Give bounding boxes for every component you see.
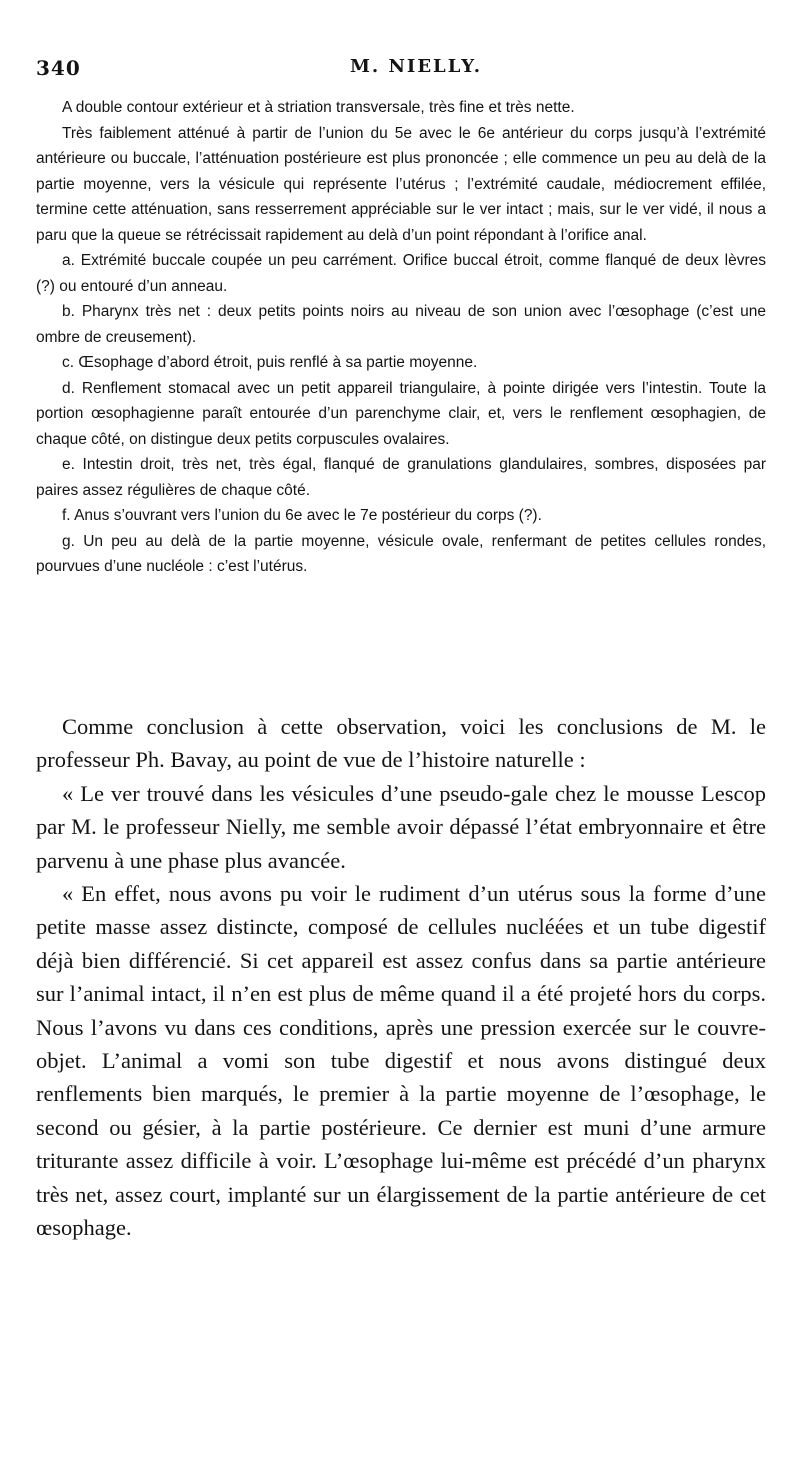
page-number: 340 (36, 56, 81, 80)
note-item-d: d. Renflement stomacal avec un petit appareil triangulaire, à pointe dirigée vers l’intestin. Toute la portion œsophagienne paraît entourée d’un parenchyme clair, et, vers le renflement œsophagien, de chaque côté, on distingue deux petits corpuscules ovalaires. (36, 379, 766, 448)
note-item-b: b. Pharynx très net : deux petits points noirs au niveau de son union avec l’œsophage (c’est une ombre de creusement). (36, 303, 766, 346)
note-item-g: g. Un peu au delà de la partie moyenne, vésicule ovale, renfermant de petites cellules rondes, pourvues d’une nucléole : c’est l’utérus. (36, 532, 766, 575)
note-item-f: f. Anus s’ouvrant vers l’union du 6e avec le 7e postérieur du corps (?). (62, 507, 542, 524)
note-paragraph: A double contour extérieur et à striation transversale, très fine et très nette. (62, 99, 575, 116)
observation-notes (36, 95, 766, 580)
note-item-a: a. Extrémité buccale coupée un peu carrément. Orifice buccal étroit, comme flanqué de deux lèvres (?) ou entouré d’un anneau. (36, 252, 766, 295)
body-paragraph: « Le ver trouvé dans les vésicules d’une pseudo-gale chez le mousse Lescop par M. le professeur Nielly, me semble avoir dépassé l’état embryonnaire et être parvenu à une phase plus avancée. (36, 780, 766, 873)
body-paragraph: « En effet, nous avons pu voir le rudiment d’un utérus sous la forme d’une petite masse assez distincte, composé de cellules nucléées et un tube digestif déjà bien différencié. Si cet appareil est assez confus dans sa partie antérieure sur l’animal intact, il n’en est plus de même quand il a été projeté hors du corps. Nous l’avons vu dans ces conditions, après une pression exercée sur le couvre-objet. L’animal a vomi son tube digestif et nous avons distingué deux renflements bien marqués, le premier à la partie moyenne de l’œsophage, le second ou gésier, à la partie postérieure. Ce dernier est muni d’une armure triturante assez difficile à voir. L’œsophage lui-même est précédé d’un pharynx très net, assez court, implanté sur un élargissement de la partie antérieure de cet œsophage. (36, 881, 766, 1241)
conclusion-text (36, 710, 766, 1245)
running-title: M. NIELLY. (349, 56, 482, 77)
note-item-e: e. Intestin droit, très net, très égal, flanqué de granulations glandulaires, sombres, disposées par paires assez régulières de chaque côté. (36, 456, 766, 499)
body-paragraph: Comme conclusion à cette observation, voici les conclusions de M. le professeur Ph. Bavay, au point de vue de l’histoire naturelle : (36, 714, 766, 773)
note-item-c: c. Œsophage d’abord étroit, puis renflé à sa partie moyenne. (62, 354, 478, 371)
page-header (36, 56, 766, 82)
note-paragraph: Très faiblement atténué à partir de l’union du 5e avec le 6e antérieur du corps jusqu’à l’extrémité antérieure ou buccale, l’atténuation postérieure est plus prononcée ; elle commence un peu au delà de la partie moyenne, vers la vésicule qui représente l’utérus ; l’extrémité caudale, médiocrement effilée, termine cette atténuation, sans resserrement appréciable sur le ver intact ; mais, sur le ver vidé, il nous a paru que la queue se rétrécissait rapidement au delà d’un point répondant à l’orifice anal. (36, 124, 766, 244)
